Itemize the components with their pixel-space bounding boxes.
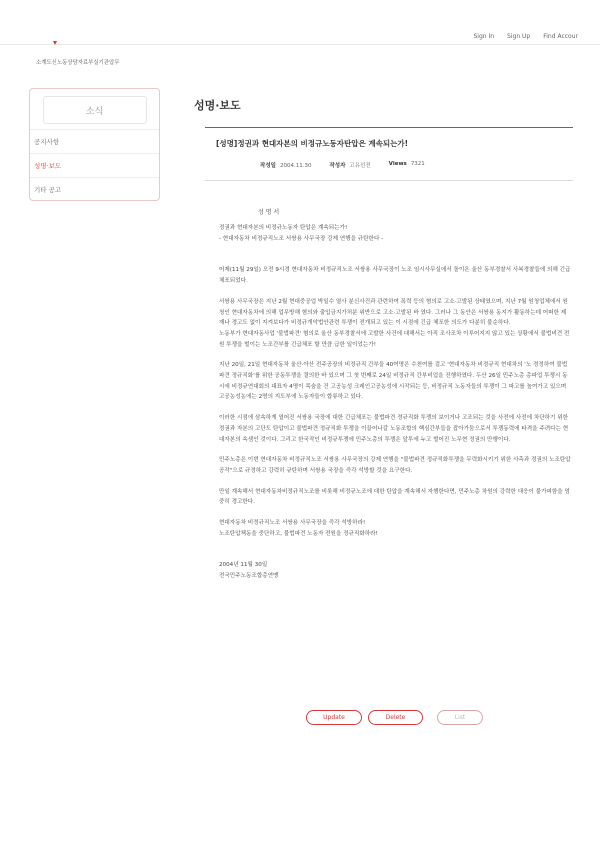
sidebar-title-wrap	[30, 96, 160, 124]
paragraph-2a: 서쌍용 사무국장은 지난 2월 현대중공업 박일수 열사 분신사건과 관련하여 폭력 등의 혐의로 고소·고발된 상태였으며, 지난 7월 원청업체에서 원청인 현대자동차에 의해 업무방해 혐의와 출입금지가처분 위반으로 고소·고발된 바 였다. 그러나 그 동안은 서쌍용 동지가 활동하는데 어떠한 제재나 경고도 없이 지켜보다가 비정규개악법안관련 투쟁이 전개되고 있는 이 시점에 긴급 체포한 의도가 다분히 불순하다.	[219, 298, 568, 327]
paragraph-3: 지난 20일, 21일 현대자동차 울산·아산 전주공장의 비정규직 간부들 40여명은 수천여를 걸고 '현대자동차 비정규직 현대차의 '노 경정하여 불법파견 정규직화'를 위한 공동투쟁을 결의한 바 있으며 그 첫 번째로 24일 비정규직 간부비업을 진행하였다. 두산 26일 민주노총 총파업 투쟁시 동시에 비정규연대회의 대표자 4명이 목숨을 건 고공농성 크레인고공농성에 시작되는 등, 비정규직 노동자들의 투쟁이 그 파고를 높여가고 있으며 고공농성농에는 2명의 지도부에 노동자들이 합류하고 있다.	[219, 362, 568, 401]
intro-line-2: - 현대자동차 비정규직노조 서쌍용 사무국장 강제 연행을 규탄한다 -	[219, 235, 384, 242]
paragraph-2b: 노동부가 현대자동사업 '불법파견' 혐의로 울산 동부경찰서에 고발한 사건에 대해서는 아직 조사조차 이루어지지 않고 있는 상황에서 불법비견 전원 투쟁을 벌이는 노조간부를 긴급체포 할 만큼 급한 일이었는가!	[219, 330, 570, 348]
post-meta	[260, 161, 425, 169]
site-name[interactable]: 소계도신노동상담자료부실기관압무	[36, 60, 120, 66]
paragraph-4: 이러한 시점에 삼속하게 열어진 서쌍용 국장에 대한 긴급체포는 불법파견 정규직화 투쟁의 보이거나 고조되는 것을 사전에 사전에 차단하기 위한 정권과 자본의 고단도 탄압이고 불법파견 정규직화 투쟁을 이끌어나갈 노동조합의 핵심간부들을 잡아가둠으로서 투쟁동력에 타격을 주려다는 현대자본의 속셈인 것이다. 그리고 한국작인 비정규투쟁에 민주노총의 투쟁은 앞투에 누고 벌어진 노무현 정권의 만행이다.	[219, 415, 569, 443]
post-body	[219, 206, 571, 582]
delete-button[interactable]: Delete	[368, 710, 423, 725]
views-label: Views	[388, 161, 407, 167]
paragraph-5: 민주노총은 이번 현대자동차 비정규직노조 서쌍용 사무국장의 강제 연행을 "불법파견 정규직화투쟁을 무력화시키기 위한 사측과 정권의 노조탄압공작"으로 규정하고 강력히 규탄하며 서쌍용 국장을 즉각 석방할 것을 요구한다.	[219, 457, 571, 474]
views-value: 7321	[410, 161, 425, 167]
author-label: 작성자	[329, 163, 346, 169]
paragraph-1: 어제(11월 29일) 오전 9시경 현대자동차 비정규직노조 서쌍용 사무국장이 노조 임시사무실에서 돌이온 울산 동부경찰서 사복경찰들에 의해 긴급 체포되었다.	[219, 267, 571, 285]
demand-1: 현대자동차 비정규직노조 서쌍용 사무국장을 즉각 석방하라!	[219, 520, 366, 527]
post-views	[389, 161, 425, 169]
sign-date: 2004년 11월 30일	[219, 562, 268, 569]
paragraph-6: 만일 계속해서 현대자동차비정규직노조를 비롯해 비정규노조에 대한 탄압을 계속해서 자행한다면, 민주노총 차원의 강력한 대응이 불가피함을 엄중히 경고한다.	[219, 488, 570, 506]
sidebar	[29, 88, 160, 201]
doc-heading: 성 명 서	[258, 209, 280, 216]
sidebar-item-other-notices[interactable]: 기타 공고	[30, 177, 160, 201]
post-title-divider	[205, 127, 573, 128]
list-button[interactable]: List	[437, 710, 483, 725]
demand-2: 노조탄압책동을 중단하고, 불법파견 노동자 전원을 정규직화하라!	[219, 530, 378, 537]
post-title: [성명]정권과 현대자본의 비정규노동자탄압은 계속되는가!	[216, 139, 408, 148]
sidebar-item-statements[interactable]: 성명·보도	[30, 153, 160, 177]
intro-line-1: 정권과 현대자본의 비정규노동자 탄압은 계속되는가!	[219, 225, 348, 231]
top-nav	[473, 33, 578, 40]
sign-org: 전국민주노동조합총연맹	[219, 573, 279, 580]
sidebar-item-notice[interactable]: 공지사항	[30, 129, 160, 153]
author-value: 고유선전	[349, 163, 371, 169]
date-label: 작성일	[260, 163, 276, 169]
post-author	[329, 161, 370, 169]
sidebar-title: 소식	[43, 96, 147, 124]
post-date	[260, 161, 311, 169]
sign-in-link[interactable]: Sign In	[473, 33, 495, 40]
sidebar-menu	[30, 129, 160, 201]
header-divider	[0, 44, 600, 45]
meta-divider	[205, 180, 573, 181]
date-value: 2004.11.30	[279, 163, 312, 169]
update-button[interactable]: Update	[306, 710, 362, 725]
find-account-link[interactable]: Find Accour	[543, 33, 578, 40]
page-title: 성명·보도	[194, 99, 241, 112]
sign-up-link[interactable]: Sign Up	[507, 33, 531, 40]
logo-marker-icon	[53, 41, 57, 45]
